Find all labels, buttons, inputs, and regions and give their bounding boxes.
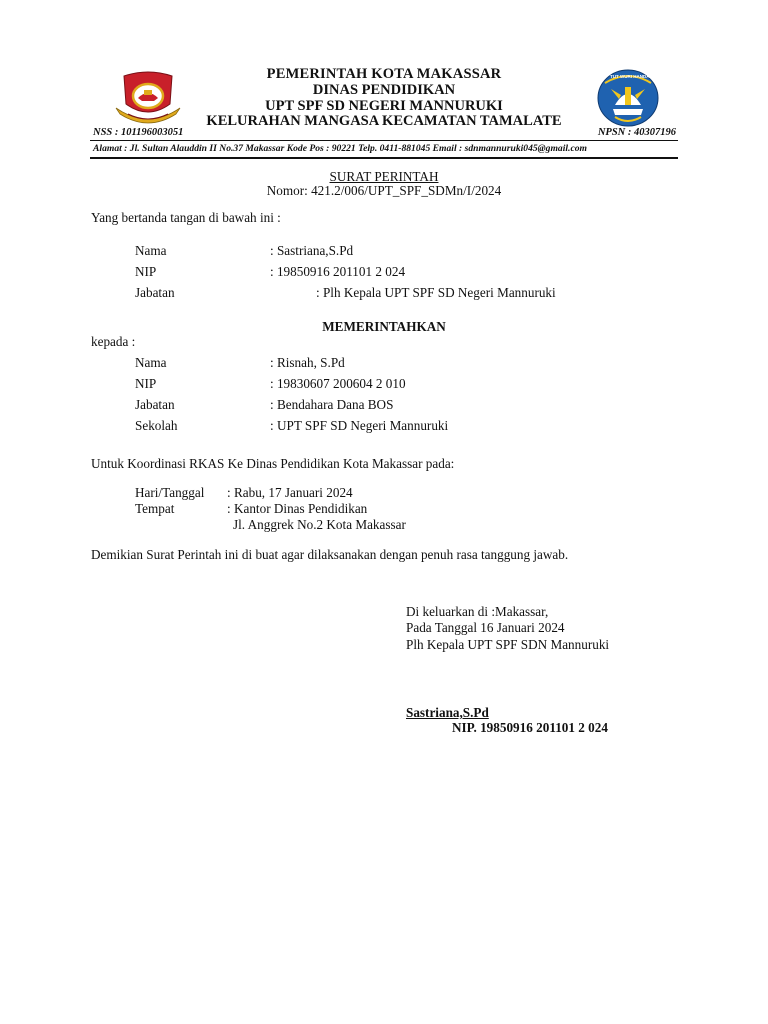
schedule-place-address: Jl. Anggrek No.2 Kota Makassar — [233, 517, 406, 532]
right-logo-motto: TUT WURI HANDAYANI — [610, 74, 660, 79]
command-heading: MEMERINTAHKAN — [322, 319, 446, 334]
recipient-school-value: : UPT SPF SD Negeri Mannuruki — [270, 418, 449, 433]
letterhead-npsn: NPSN : 40307196 — [597, 127, 676, 138]
intro-text: Yang bertanda tangan di bawah ini : — [91, 210, 281, 225]
schedule-date-value: : Rabu, 17 Januari 2024 — [227, 485, 353, 500]
recipient-name-value: : Risnah, S.Pd — [270, 355, 345, 370]
letterhead-nss: NSS : 101196003051 — [93, 127, 184, 138]
recipient-position-label: Jabatan — [135, 397, 175, 412]
signature-nip: NIP. 19850916 201101 2 024 — [452, 720, 608, 735]
signature-issued-at: Di keluarkan di :Makassar, — [406, 604, 549, 619]
signature-position: Plh Kepala UPT SPF SDN Mannuruki — [406, 637, 610, 652]
signature-date: Pada Tanggal 16 Januari 2024 — [406, 620, 565, 635]
letterhead-school: UPT SPF SD NEGERI MANNURUKI — [265, 98, 503, 114]
signer-nip-label: NIP — [135, 264, 157, 279]
closing-text: Demikian Surat Perintah ini di buat agar dilaksanakan dengan penuh rasa tanggung jawab. — [91, 547, 569, 562]
letter-number: Nomor: 421.2/006/UPT_SPF_SDMn/I/2024 — [266, 183, 502, 198]
letterhead-address: Alamat : Jl. Sultan Alauddin II No.37 Makassar Kode Pos : 90221 Telp. 0411-881045 Email : sdnmannuruki045@gmail.com — [93, 143, 587, 154]
recipient-nip-value: : 19830607 200604 2 010 — [270, 376, 406, 391]
signer-name-value: : Sastriana,S.Pd — [270, 243, 354, 258]
schedule-place-value: : Kantor Dinas Pendidikan — [227, 501, 368, 516]
signature-name: Sastriana,S.Pd — [406, 705, 489, 720]
letterhead-government: PEMERINTAH KOTA MAKASSAR — [266, 66, 502, 82]
letterhead-department: DINAS PENDIDIKAN — [312, 82, 456, 98]
purpose-text: Untuk Koordinasi RKAS Ke Dinas Pendidikan Kota Makassar pada: — [91, 456, 455, 471]
recipient-name-label: Nama — [135, 355, 167, 370]
recipient-school-label: Sekolah — [135, 418, 178, 433]
letterhead-district: KELURAHAN MANGASA KECAMATAN TAMALATE — [206, 113, 562, 129]
schedule-date-label: Hari/Tanggal — [135, 485, 205, 500]
to-label: kepada : — [91, 334, 136, 349]
recipient-nip-label: NIP — [135, 376, 157, 391]
signer-name-label: Nama — [135, 243, 167, 258]
signer-nip-value: : 19850916 201101 2 024 — [270, 264, 406, 279]
letterhead-rule-top — [90, 140, 678, 141]
letterhead-rule-bottom — [90, 157, 678, 159]
recipient-position-value: : Bendahara Dana BOS — [270, 397, 394, 412]
schedule-place-label: Tempat — [135, 501, 175, 516]
letter-title: SURAT PERINTAH — [329, 169, 439, 184]
signer-position-value: : Plh Kepala UPT SPF SD Negeri Mannuruki — [316, 285, 556, 300]
signer-position-label: Jabatan — [135, 285, 175, 300]
